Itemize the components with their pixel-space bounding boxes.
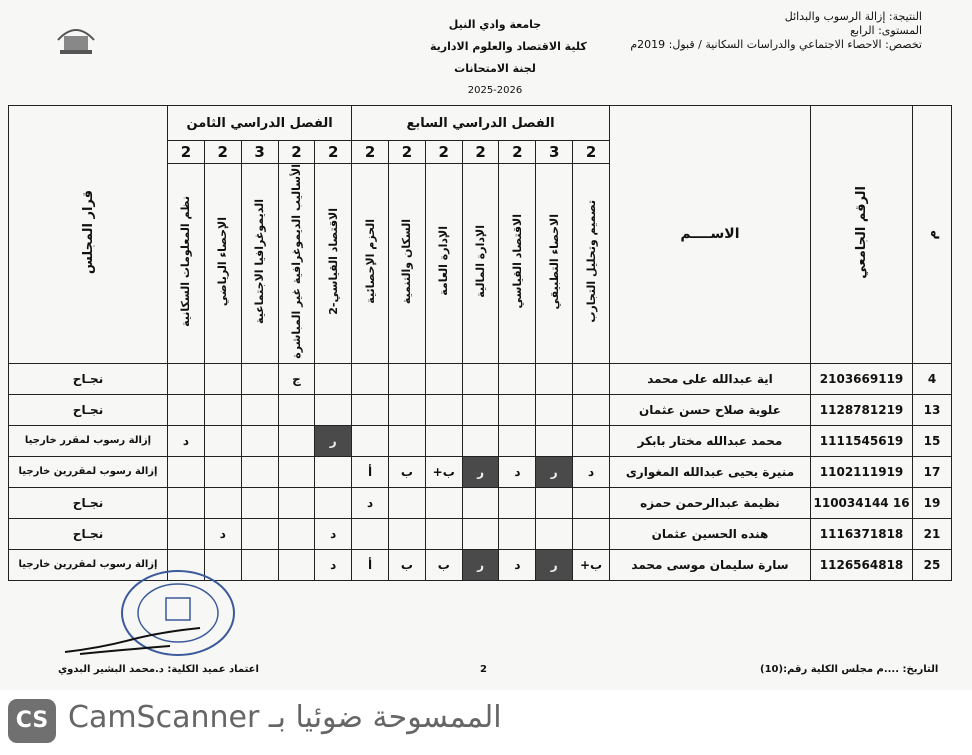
- grade-cell: [315, 487, 352, 518]
- camscanner-caption: الممسوحة ضوئيا بـ CamScanner: [68, 700, 502, 735]
- student-row: [9, 394, 952, 425]
- student-id: 1116371818: [810, 518, 912, 549]
- grade-cell: ب: [389, 456, 426, 487]
- grade-cell: [278, 456, 315, 487]
- credit-hours: 2: [352, 141, 389, 164]
- student-id: 2103669119: [810, 363, 912, 394]
- credit-hours: 2: [462, 141, 499, 164]
- student-name: اية عبدالله على محمد: [609, 363, 810, 394]
- credit-hours: 2: [499, 141, 536, 164]
- grade-cell: [315, 363, 352, 394]
- serial-number: 21: [913, 518, 952, 549]
- grade-cell: [278, 549, 315, 580]
- credit-hours: 2: [425, 141, 462, 164]
- subject-header: السكان والتنمية: [389, 164, 426, 364]
- student-id: 1102111919: [810, 456, 912, 487]
- grade-cell: [389, 487, 426, 518]
- council-decision: إزالة رسوب لمقرر خارجيا: [9, 425, 168, 456]
- faculty-name: كلية الاقتصاد والعلوم الادارية: [430, 40, 587, 53]
- col-header-id: الرقم الجامعي: [810, 106, 912, 364]
- credit-hours: 2: [389, 141, 426, 164]
- council-decision: إزالة رسوب لمقررين خارجيا: [9, 456, 168, 487]
- grade-cell: [204, 487, 241, 518]
- grade-cell: [278, 518, 315, 549]
- grade-cell: [204, 363, 241, 394]
- grade-cell: ر: [536, 549, 573, 580]
- semester-8-header: الفصل الدراسي الثامن: [168, 106, 352, 141]
- results-table: [8, 105, 952, 581]
- credit-hours: 2: [278, 141, 315, 164]
- student-name: منيرة يحيى عبدالله المغوارى: [609, 456, 810, 487]
- grade-cell: د: [499, 549, 536, 580]
- student-name: علوية صلاح حسن عثمان: [609, 394, 810, 425]
- credit-hours: 2: [204, 141, 241, 164]
- student-row: [9, 425, 952, 456]
- subject-header: الاقتصاد القياسي-2: [315, 164, 352, 364]
- grade-cell: [462, 363, 499, 394]
- grade-cell: [241, 363, 278, 394]
- university-name: جامعة وادي النيل: [448, 18, 542, 31]
- grade-cell: [536, 425, 573, 456]
- subject-header: الإدارة المالية: [462, 164, 499, 364]
- grade-cell: [425, 363, 462, 394]
- grade-cell: [389, 394, 426, 425]
- grade-cell: [573, 425, 610, 456]
- dean-signature: [60, 620, 210, 660]
- student-id: 16 110034144: [810, 487, 912, 518]
- serial-number: 25: [913, 549, 952, 580]
- grade-cell: ب+: [573, 549, 610, 580]
- grade-cell: [204, 425, 241, 456]
- grade-cell: د: [204, 518, 241, 549]
- credit-hours: 3: [241, 141, 278, 164]
- grade-cell: د: [499, 456, 536, 487]
- col-header-name: الاســــم: [609, 106, 810, 364]
- grade-cell: [499, 518, 536, 549]
- subject-header: الحزم الإحصائية: [352, 164, 389, 364]
- grade-cell: [425, 425, 462, 456]
- grade-cell: ج: [278, 363, 315, 394]
- grade-cell: ر: [462, 456, 499, 487]
- grade-cell: ر: [536, 456, 573, 487]
- grade-cell: [536, 518, 573, 549]
- grade-cell: [499, 394, 536, 425]
- grade-cell: [499, 487, 536, 518]
- credit-hours: 3: [536, 141, 573, 164]
- grade-cell: [168, 363, 205, 394]
- serial-number: 19: [913, 487, 952, 518]
- grade-cell: [352, 518, 389, 549]
- specialization-line: تخصص: الاحصاء الاجتماعي والدراسات السكانية / قبول: 2019م: [630, 38, 922, 51]
- grade-cell: [241, 425, 278, 456]
- grade-cell: [278, 487, 315, 518]
- grade-cell: [352, 394, 389, 425]
- grade-cell: [315, 394, 352, 425]
- student-row: [9, 518, 952, 549]
- council-decision: نجـاح: [9, 487, 168, 518]
- student-name: نظيمة عبدالرحمن حمزه: [609, 487, 810, 518]
- student-id: 1126564818: [810, 549, 912, 580]
- grade-cell: أ: [352, 456, 389, 487]
- credit-hours: 2: [315, 141, 352, 164]
- grade-cell: [425, 394, 462, 425]
- grade-cell: د: [315, 518, 352, 549]
- grade-cell: [352, 363, 389, 394]
- grade-cell: د: [168, 425, 205, 456]
- grade-cell: أ: [352, 549, 389, 580]
- grade-cell: [536, 394, 573, 425]
- grade-cell: [499, 363, 536, 394]
- grade-cell: [389, 363, 426, 394]
- serial-number: 4: [913, 363, 952, 394]
- student-row: [9, 363, 952, 394]
- subject-header: الإحصاء الرياضي: [204, 164, 241, 364]
- grade-cell: [462, 487, 499, 518]
- result-info: [630, 10, 922, 52]
- grade-cell: [168, 456, 205, 487]
- grade-cell: [573, 394, 610, 425]
- student-row: [9, 487, 952, 518]
- subject-header: نظم المعلومات السكانية: [168, 164, 205, 364]
- grade-cell: [425, 518, 462, 549]
- grade-cell: [462, 394, 499, 425]
- subject-header: الاقتصاد القياسي: [499, 164, 536, 364]
- student-name: محمد عبدالله مختار بابكر: [609, 425, 810, 456]
- grade-cell: ب+: [425, 456, 462, 487]
- grade-cell: [536, 363, 573, 394]
- result-line: النتيجة: إزالة الرسوب والبدائل: [784, 10, 922, 23]
- student-id: 1111545619: [810, 425, 912, 456]
- grade-cell: [536, 487, 573, 518]
- grade-cell: [241, 487, 278, 518]
- grade-cell: [462, 518, 499, 549]
- grade-cell: [315, 456, 352, 487]
- col-header-serial: م: [913, 106, 952, 364]
- grade-cell: [425, 487, 462, 518]
- serial-number: 13: [913, 394, 952, 425]
- grade-cell: [352, 425, 389, 456]
- grade-cell: [241, 518, 278, 549]
- grade-cell: [389, 425, 426, 456]
- grade-cell: [204, 394, 241, 425]
- grade-cell: د: [573, 456, 610, 487]
- grade-cell: [573, 518, 610, 549]
- student-row: [9, 456, 952, 487]
- grade-cell: [168, 487, 205, 518]
- grade-cell: [389, 518, 426, 549]
- subject-header: الديموغرافيا الاجتماعية: [241, 164, 278, 364]
- grade-cell: ب: [389, 549, 426, 580]
- grade-cell: [573, 363, 610, 394]
- committee-name: لجنة الامتحانات: [454, 62, 536, 75]
- grade-cell: [241, 394, 278, 425]
- subject-header: الإدارة العامة: [425, 164, 462, 364]
- grade-cell: [278, 394, 315, 425]
- subject-header: الاحصاء التطبيقي: [536, 164, 573, 364]
- credit-hours: 2: [573, 141, 610, 164]
- grade-cell: د: [352, 487, 389, 518]
- grade-cell: د: [315, 549, 352, 580]
- subject-header: الأساليب الديموغرافية غير المباشرة: [278, 164, 315, 364]
- grade-cell: ر: [462, 549, 499, 580]
- camscanner-logo-icon: CS: [8, 699, 56, 743]
- grade-cell: ب: [425, 549, 462, 580]
- student-id: 1128781219: [810, 394, 912, 425]
- grade-cell: [204, 456, 241, 487]
- grade-cell: [462, 425, 499, 456]
- grade-cell: [168, 394, 205, 425]
- student-name: هنده الحسين عثمان: [609, 518, 810, 549]
- grade-cell: [499, 425, 536, 456]
- council-decision: إزالة رسوب لمقررين خارجيا: [9, 549, 168, 580]
- council-decision: نجـاح: [9, 394, 168, 425]
- student-name: سارة سليمان موسى محمد: [609, 549, 810, 580]
- serial-number: 15: [913, 425, 952, 456]
- grade-cell: ر: [315, 425, 352, 456]
- grade-cell: [278, 425, 315, 456]
- grade-cell: [573, 487, 610, 518]
- institution-header: [430, 18, 587, 106]
- col-header-decision: قرار المجلس: [9, 106, 168, 364]
- council-decision: نجـاح: [9, 518, 168, 549]
- page-number: 2: [480, 664, 487, 675]
- academic-year: 2025-2026: [467, 85, 523, 96]
- grade-cell: [241, 456, 278, 487]
- credit-hours: 2: [168, 141, 205, 164]
- level-line: المستوى: الرابع: [850, 24, 922, 37]
- serial-number: 17: [913, 456, 952, 487]
- council-date: التاريخ: ....م مجلس الكلية رقم:(10): [760, 664, 939, 675]
- semester-7-header: الفصل الدراسي السابع: [352, 106, 610, 141]
- subject-header: تصميم وتحليل التجارب: [573, 164, 610, 364]
- grade-cell: [241, 549, 278, 580]
- university-logo-icon: [54, 18, 98, 58]
- dean-approval: اعتماد عميد الكلية: د.محمد البشير البدوي: [58, 664, 259, 675]
- grade-cell: [168, 518, 205, 549]
- council-decision: نجـاح: [9, 363, 168, 394]
